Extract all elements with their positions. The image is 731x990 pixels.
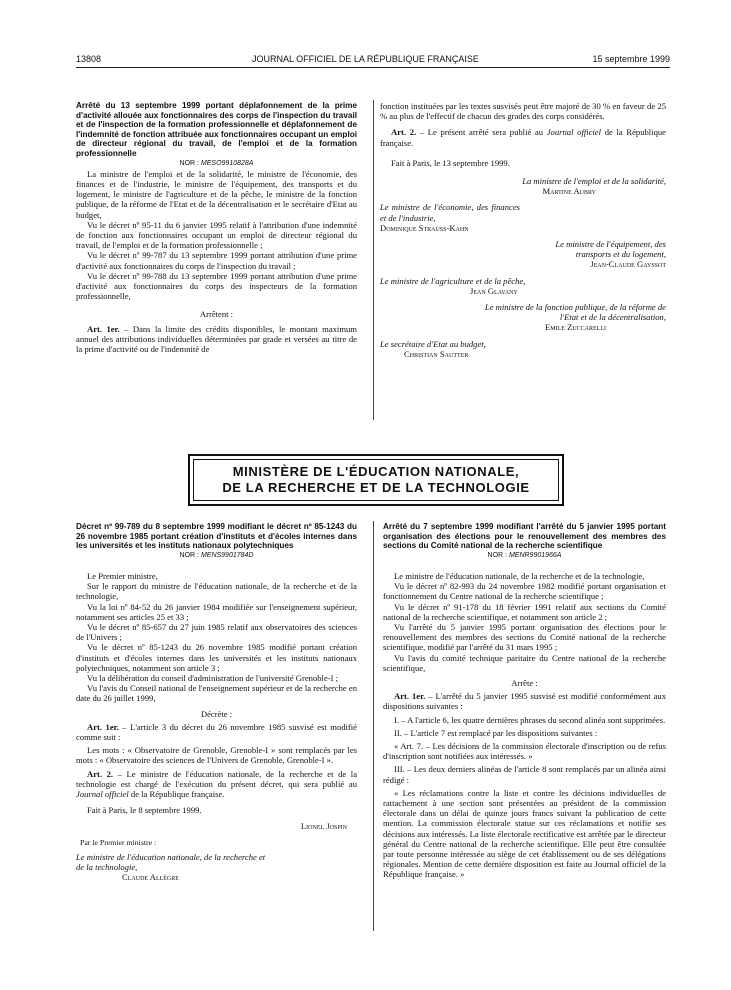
paragraph: Vu le décret nº 91-178 du 18 février 1991 relatif aux sections du Comité national de la recherche scientifique, et notamment son article 2 ; <box>383 601 666 622</box>
par-le-premier-ministre: Par le Premier ministre : <box>80 837 157 847</box>
article-label: Art. 2. <box>87 768 114 779</box>
arrete-bottom-title: Arrêté du 7 septembre 1999 modifiant l'arrêté du 5 janvier 1995 portant organisation des élections pour le renouvellement des membres des sections du Comité national de la recherche scientifique <box>383 522 666 551</box>
signature-block <box>380 202 520 233</box>
nor-code: MENR9901966A <box>508 551 562 559</box>
signatory-name: Claude Allègre <box>122 872 179 883</box>
ministry-line-2: DE LA RECHERCHE ET DE LA TECHNOLOGIE <box>222 480 530 495</box>
signatory-role: Le secrétaire d'Etat au budget, <box>380 338 486 349</box>
journal-title: JOURNAL OFFICIEL DE LA RÉPUBLIQUE FRANÇAISE <box>252 54 479 64</box>
arrete-heading: Arrête : <box>511 678 538 689</box>
signatory-name: Christian Sautter <box>404 348 469 359</box>
arretent-heading: Arrêtent : <box>199 309 234 320</box>
signatory-role: Le ministre de l'éducation nationale, de la recherche et de la technologie, <box>76 851 266 873</box>
arrete-bottom-nor: NOR : MENR9901966A <box>487 551 562 559</box>
paragraph: Le ministre de l'éducation nationale, de la recherche et de la technologie, <box>394 570 645 581</box>
signature-block <box>476 302 666 333</box>
page-number: 13808 <box>76 54 102 64</box>
list-item: « Art. 7. – Les décisions de la commission électorale d'inscription ou de refus d'inscription sont notifiées aux intéressés. » <box>383 741 666 762</box>
article-1: Art. 1er. – L'arrêté du 5 janvier 1995 susvisé est modifié conformément aux dispositions suivantes : <box>383 691 667 712</box>
list-item: « Les réclamations contre la liste et contre les décisions individuelles de rattachement à une section sont présentées au président de la commission électorale dans un délai de quinze jours francs suivant la publication de cette mention. La commission électorale statue sur ces réclamations et notifie ses décisions aux intéressés. La liste électorale rectificative est arrêtée par le directeur général du Centre national de la recherche scientifique. Elle peut être consultée par toute personne intéressée au siège de cet établissement ou de ses délégations régionales. Mention de cette dernière disposition est faite au Journal officiel de la République française. » <box>383 787 666 880</box>
signatory-name: Jean Glavany <box>470 285 518 296</box>
paragraph: Vu le décret nº 85-657 du 27 juin 1985 relatif aux observatoires des sciences de l'Univers ; <box>76 622 357 643</box>
paragraph: Vu le décret nº 85-1243 du 26 novembre 1985 modifié portant création d'instituts et d'écoles internes dans les universités et les instituts nationaux polytechniques, notamment son article 3 ; <box>76 642 357 673</box>
arrete-top-nor: NOR : MESO9910828A <box>179 159 254 167</box>
article-label: Art. 1er. <box>394 691 426 702</box>
issue-date: 15 septembre 1999 <box>592 54 670 64</box>
nor-code: MESO9910828A <box>200 159 254 167</box>
list-item: I. – A l'article 6, les quatre dernières phrases du second alinéa sont supprimées. <box>394 714 666 725</box>
article-label: Art. 1er. <box>87 323 120 334</box>
signatory-role: La ministre de l'emploi et de la solidarité, <box>522 176 666 187</box>
article-label: Art. 1er. <box>87 721 119 732</box>
paragraph: Vu l'arrêté du 5 janvier 1995 portant organisation des élections pour le renouvellement des membres des sections du Comité national de la recherche scientifique, modifié par l'arrêté du 31 mars 1995 ; <box>383 622 666 653</box>
paragraph: Les mots : « Observatoire de Grenoble, Grenoble-I » sont remplacés par les mots : « Observatoire des sciences de l'Univers de Grenoble, Grenoble-I ». <box>76 745 357 766</box>
signatory-name: Dominique Strauss-Kahn <box>380 222 469 233</box>
paragraph: Vu l'avis du Conseil national de l'enseignement supérieur et de la recherche en date du 26 juillet 1999, <box>76 683 357 704</box>
signatory-role: Le ministre de la fonction publique, de la réforme de l'Etat et de la décentralisation, <box>484 302 666 323</box>
paragraph: Vu l'avis du comité technique paritaire du Centre national de la recherche scientifique, <box>383 652 666 673</box>
article-1: Art. 1er. – Dans la limite des crédits disponibles, le montant maximum annuel des attributions individuelles déterminées par grade et versées au titre de la prime d'activité ou de l'indemnité de <box>76 323 357 355</box>
paragraph: Vu le décret nº 95-11 du 6 janvier 1995 relatif à l'attribution d'une indemnité de fonction aux fonctionnaires occupant un emploi de directeur régional du travail, de l'emploi et de la formation professionnelle ; <box>76 219 357 251</box>
column-divider <box>373 521 374 931</box>
signatory-name: Jean-Claude Gayssot <box>590 259 666 270</box>
paragraph: Le Premier ministre, <box>87 570 158 581</box>
signatory-role: Le ministre de l'équipement, des transports et du logement, <box>555 239 666 260</box>
decret-title: Décret nº 99-789 du 8 septembre 1999 modifiant le décret nº 85-1243 du 26 novembre 1985 portant création d'instituts et d'écoles internes dans les universités et les instituts nationaux polytechniques <box>76 522 357 551</box>
paragraph: Vu le décret nº 99-788 du 13 septembre 1999 portant attribution d'une prime d'activité aux fonctionnaires du corps des inspecteurs de la formation professionnelle, <box>76 270 357 302</box>
paragraph: Vu la loi nº 84-52 du 26 janvier 1984 modifiée sur l'enseignement supérieur, notamment ses articles 25 et 33 ; <box>76 601 357 622</box>
signature-block <box>380 339 666 359</box>
paragraph: Sur le rapport du ministre de l'éducation nationale, de la recherche et de la technologie, <box>76 581 357 602</box>
paragraph: Vu le décret nº 99-787 du 13 septembre 1999 portant attribution d'une prime d'activité aux fonctionnaires du corps de l'inspection du travail ; <box>76 250 357 271</box>
paragraph: Vu le décret nº 82-993 du 24 novembre 1982 modifié portant organisation et fonctionnement du Centre national de la recherche scientifique ; <box>383 581 666 602</box>
ministry-heading-box <box>188 454 564 506</box>
list-item: III. – Les deux derniers alinéas de l'article 8 sont remplacés par un alinéa ainsi rédigé : <box>383 764 666 785</box>
signature-block <box>380 176 666 196</box>
paragraph: La ministre de l'emploi et de la solidarité, le ministre de l'économie, des finances et de l'industrie, le ministre de l'équipement, des transports et du logement, le ministre de l'agriculture et de la pêche, le ministre de la fonction publique, de la réforme de l'Etat et de la décentralisation et le secrétaire d'Etat au budget, <box>76 168 357 220</box>
signatory-name: Martine Aubry <box>542 186 596 197</box>
signatory-name: Lionel Jospin <box>300 821 347 832</box>
arrete-top-right-column <box>380 101 666 359</box>
nor-code: MENS9901784D <box>200 551 254 559</box>
decret-column <box>76 522 357 882</box>
arrete-top-title: Arrêté du 13 septembre 1999 portant déplafonnement de la prime d'activité allouée aux fonctionnaires des corps de l'inspection du travail et de l'inspection de la formation professionnelle et déplafonnement de l'indemnité de fonction attribuée aux fonctionnaires occupant un emploi de directeur régional du travail, de l'emploi et de la formation professionnelle <box>76 101 357 158</box>
fait-a-paris: Fait à Paris, le 13 septembre 1999. <box>391 157 510 168</box>
signatory-name: Emile Zuccarelli <box>545 322 606 333</box>
ministry-line-1: MINISTÈRE DE L'ÉDUCATION NATIONALE, <box>232 464 520 479</box>
decret-nor: NOR : MENS9901784D <box>179 551 254 559</box>
signature-block <box>380 276 666 296</box>
header-rule <box>76 67 670 68</box>
signature-block <box>530 239 666 270</box>
article-2: Art. 2. – Le présent arrêté sera publié au Journal officiel de la République française. <box>380 127 666 148</box>
article-2: Art. 2. – Le ministre de l'éducation nationale, de la recherche et de la technologie est chargé de l'exécution du présent décret, qui sera publié au Journal officiel de la République française. <box>76 768 358 800</box>
arrete-top-left-column <box>76 101 357 354</box>
signatory-role: Le ministre de l'agriculture et de la pêche, <box>380 275 526 286</box>
column-divider <box>373 100 374 420</box>
running-header <box>76 54 670 68</box>
article-1: Art. 1er. – L'article 3 du décret du 26 novembre 1985 susvisé est modifié comme suit : <box>76 721 357 743</box>
article-1-continued: fonction instituées par les textes susvisés peut être majoré de 30 % en faveur de 25 % au plus de l'effectif de chacun des grades des corps considérés. <box>380 101 666 122</box>
arrete-bottom-column <box>383 522 666 880</box>
article-label: Art. 2. <box>391 127 417 138</box>
signatory-role: Le ministre de l'économie, des finances et de l'industrie, <box>380 202 520 223</box>
list-item: II. – L'article 7 est remplacé par les dispositions suivantes : <box>394 727 598 738</box>
decrete-heading: Décrète : <box>200 708 233 719</box>
fait-a-paris: Fait à Paris, le 8 septembre 1999. <box>87 805 202 816</box>
paragraph: Vu la délibération du conseil d'administration de l'université Grenoble-I ; <box>87 673 339 684</box>
